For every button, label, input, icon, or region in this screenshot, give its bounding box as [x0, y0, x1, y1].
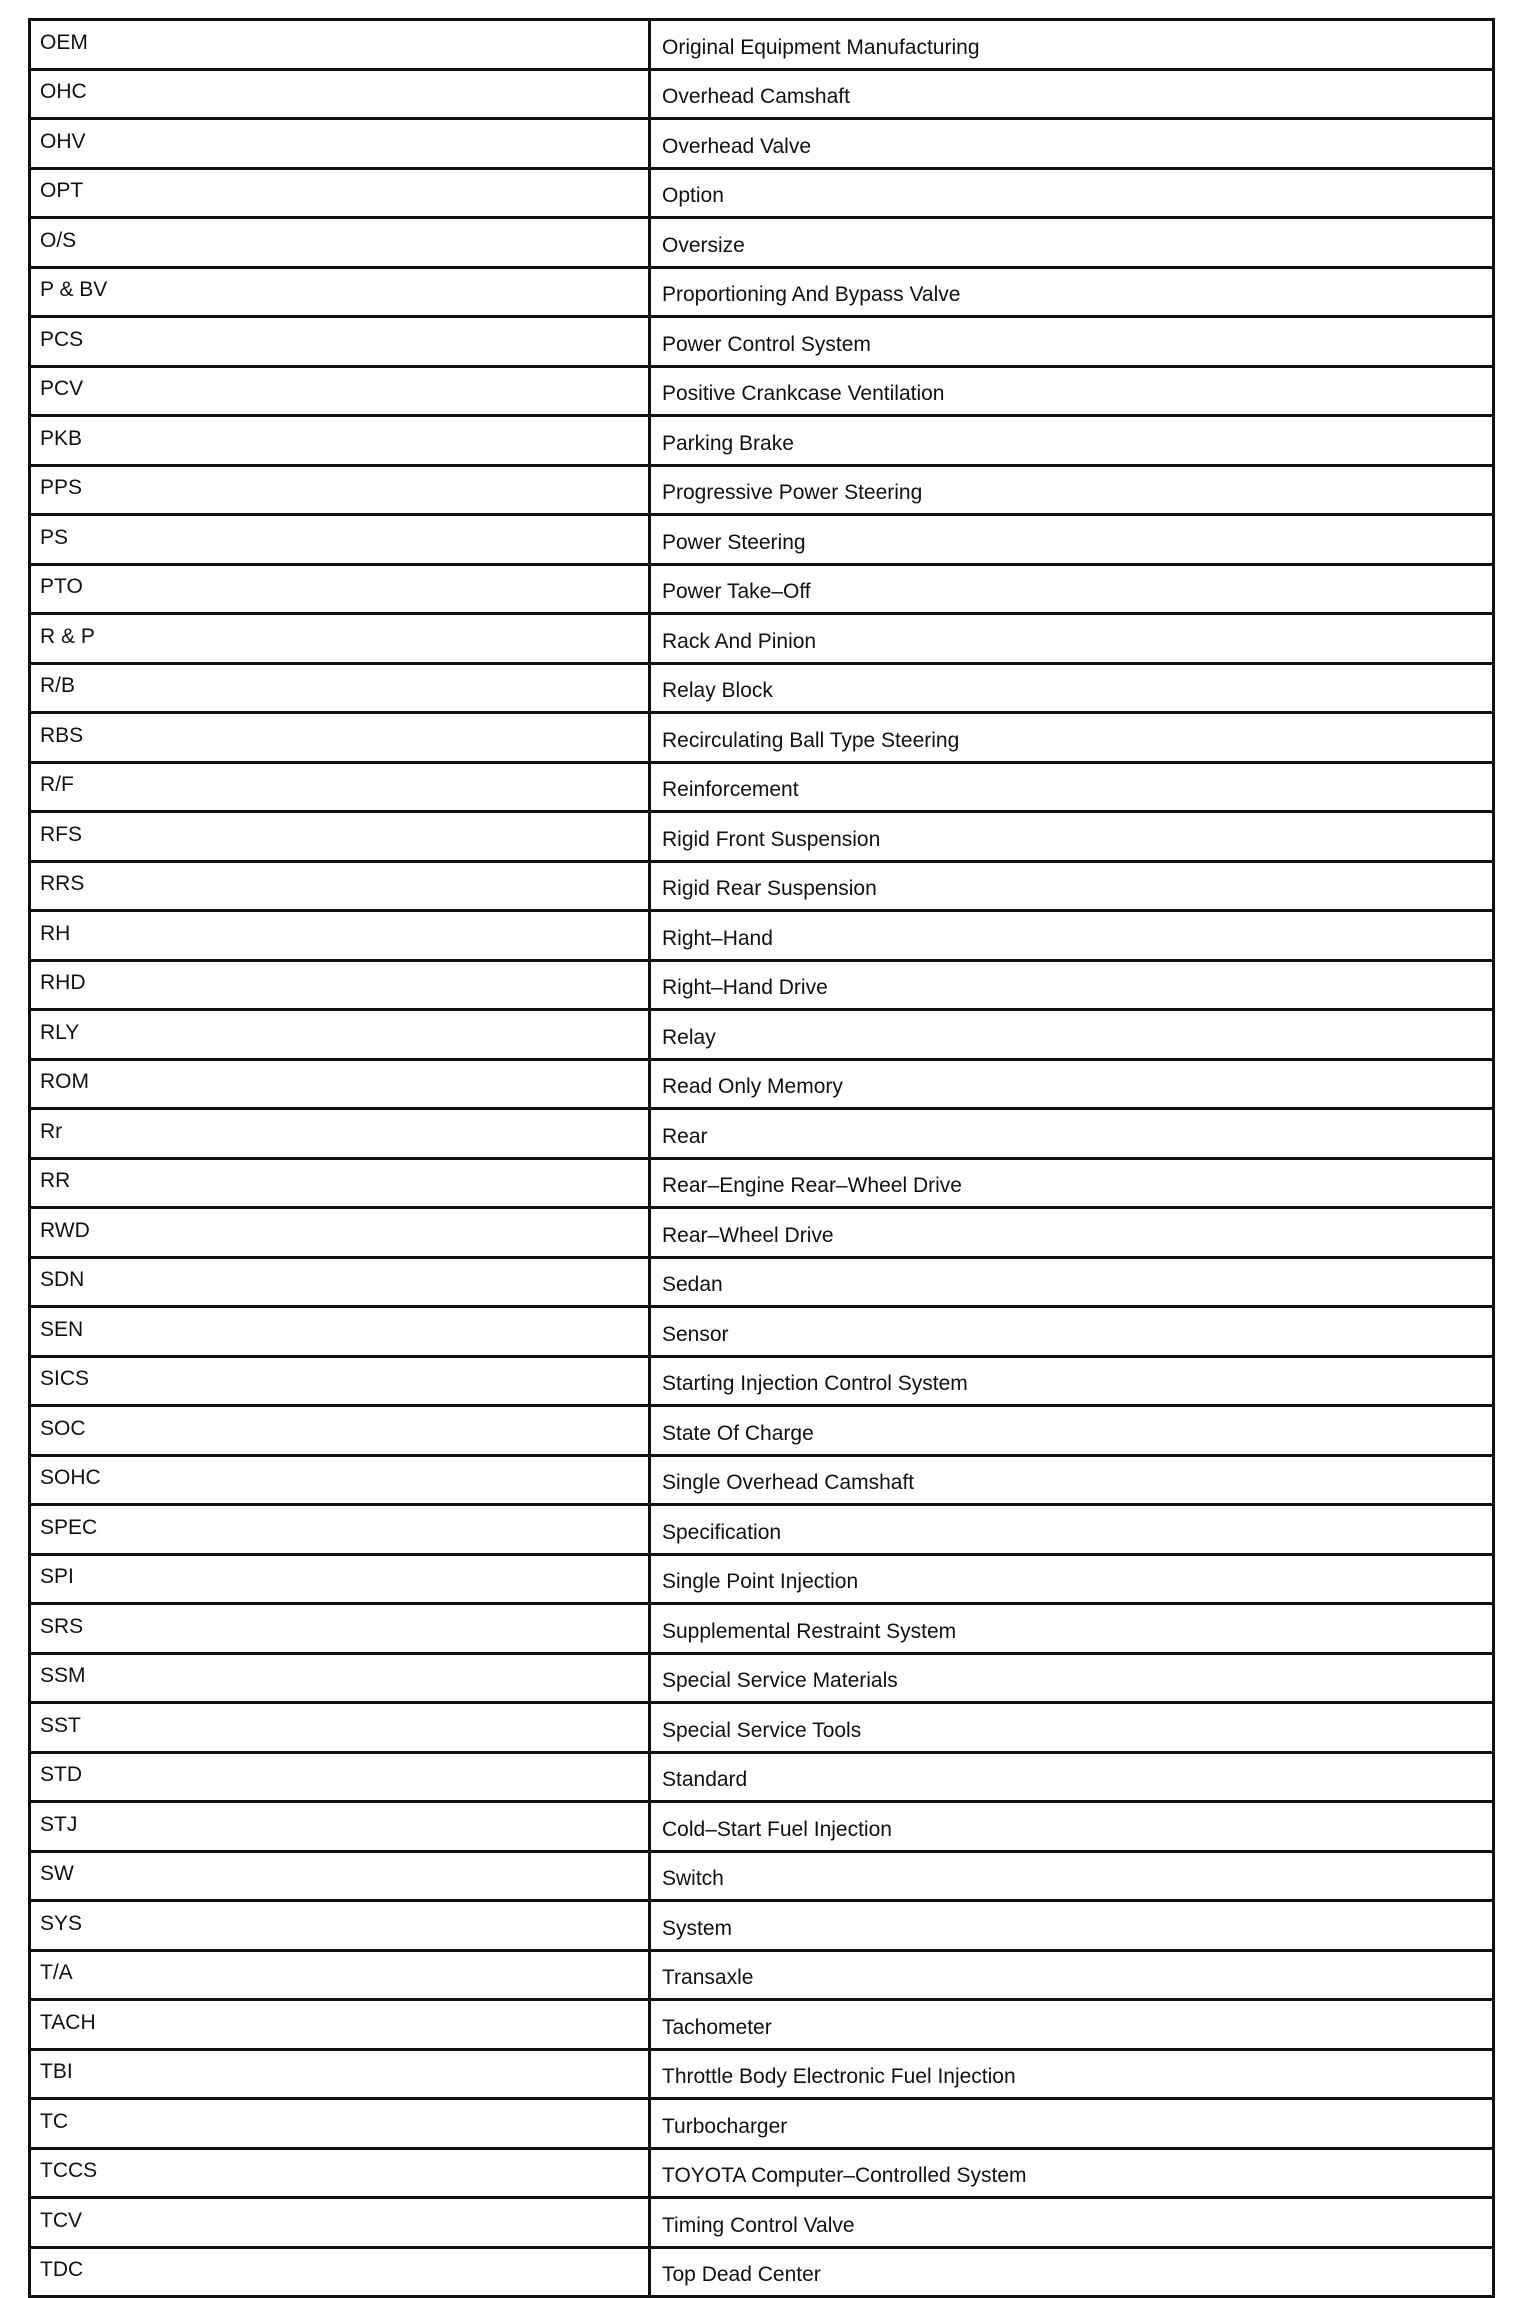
- abbreviation-cell: TBI: [30, 2049, 650, 2099]
- definition-cell: Specification: [650, 1505, 1494, 1555]
- abbreviation-cell: TACH: [30, 2000, 650, 2050]
- definition-cell: Power Take–Off: [650, 564, 1494, 614]
- table-row: [30, 1208, 1494, 1258]
- table-row: [30, 564, 1494, 614]
- table-row: [30, 416, 1494, 466]
- abbreviation-cell: PTO: [30, 564, 650, 614]
- abbreviation-table: [28, 18, 1495, 2298]
- abbreviation-cell: RWD: [30, 1208, 650, 1258]
- table-row: [30, 1059, 1494, 1109]
- definition-cell: Special Service Tools: [650, 1703, 1494, 1753]
- definition-cell: Sensor: [650, 1307, 1494, 1357]
- abbreviation-table-body: [30, 20, 1494, 2297]
- table-row: [30, 1109, 1494, 1159]
- abbreviation-cell: SSM: [30, 1653, 650, 1703]
- definition-cell: Transaxle: [650, 1950, 1494, 2000]
- table-row: [30, 1901, 1494, 1951]
- abbreviation-cell: Rr: [30, 1109, 650, 1159]
- definition-cell: Supplemental Restraint System: [650, 1604, 1494, 1654]
- abbreviation-cell: SW: [30, 1851, 650, 1901]
- table-row: [30, 713, 1494, 763]
- definition-cell: Rigid Rear Suspension: [650, 861, 1494, 911]
- abbreviation-cell: T/A: [30, 1950, 650, 2000]
- definition-cell: Throttle Body Electronic Fuel Injection: [650, 2049, 1494, 2099]
- abbreviation-cell: RRS: [30, 861, 650, 911]
- abbreviation-cell: SYS: [30, 1901, 650, 1951]
- definition-cell: Rear: [650, 1109, 1494, 1159]
- table-row: [30, 218, 1494, 268]
- definition-cell: Positive Crankcase Ventilation: [650, 366, 1494, 416]
- table-row: [30, 317, 1494, 367]
- table-row: [30, 1703, 1494, 1753]
- table-row: [30, 2198, 1494, 2248]
- table-row: [30, 366, 1494, 416]
- definition-cell: Rack And Pinion: [650, 614, 1494, 664]
- table-row: [30, 119, 1494, 169]
- abbreviation-cell: SST: [30, 1703, 650, 1753]
- definition-cell: Overhead Valve: [650, 119, 1494, 169]
- abbreviation-cell: SPEC: [30, 1505, 650, 1555]
- abbreviation-cell: STJ: [30, 1802, 650, 1852]
- definition-cell: Relay: [650, 1010, 1494, 1060]
- definition-cell: Parking Brake: [650, 416, 1494, 466]
- table-row: [30, 1604, 1494, 1654]
- definition-cell: Starting Injection Control System: [650, 1356, 1494, 1406]
- abbreviation-cell: STD: [30, 1752, 650, 1802]
- definition-cell: Rear–Wheel Drive: [650, 1208, 1494, 1258]
- table-row: [30, 762, 1494, 812]
- definition-cell: Recirculating Ball Type Steering: [650, 713, 1494, 763]
- definition-cell: Sedan: [650, 1257, 1494, 1307]
- abbreviation-cell: PS: [30, 515, 650, 565]
- table-row: [30, 1950, 1494, 2000]
- definition-cell: Top Dead Center: [650, 2247, 1494, 2297]
- definition-cell: Switch: [650, 1851, 1494, 1901]
- table-row: [30, 1653, 1494, 1703]
- abbreviation-cell: P & BV: [30, 267, 650, 317]
- table-row: [30, 960, 1494, 1010]
- abbreviation-cell: OEM: [30, 20, 650, 70]
- abbreviation-cell: RLY: [30, 1010, 650, 1060]
- table-row: [30, 1406, 1494, 1456]
- abbreviation-cell: SRS: [30, 1604, 650, 1654]
- definition-cell: Read Only Memory: [650, 1059, 1494, 1109]
- abbreviation-cell: SICS: [30, 1356, 650, 1406]
- abbreviation-cell: RR: [30, 1158, 650, 1208]
- abbreviation-cell: RHD: [30, 960, 650, 1010]
- definition-cell: Turbocharger: [650, 2099, 1494, 2149]
- abbreviation-cell: SPI: [30, 1554, 650, 1604]
- table-row: [30, 614, 1494, 664]
- definition-cell: Reinforcement: [650, 762, 1494, 812]
- definition-cell: Power Control System: [650, 317, 1494, 367]
- definition-cell: Progressive Power Steering: [650, 465, 1494, 515]
- definition-cell: Special Service Materials: [650, 1653, 1494, 1703]
- abbreviation-cell: RFS: [30, 812, 650, 862]
- table-row: [30, 69, 1494, 119]
- abbreviation-cell: R & P: [30, 614, 650, 664]
- definition-cell: State Of Charge: [650, 1406, 1494, 1456]
- abbreviation-cell: RBS: [30, 713, 650, 763]
- table-row: [30, 2000, 1494, 2050]
- table-row: [30, 663, 1494, 713]
- abbreviation-cell: OHC: [30, 69, 650, 119]
- definition-cell: Single Point Injection: [650, 1554, 1494, 1604]
- definition-cell: Rear–Engine Rear–Wheel Drive: [650, 1158, 1494, 1208]
- table-row: [30, 1802, 1494, 1852]
- table-row: [30, 812, 1494, 862]
- definition-cell: TOYOTA Computer–Controlled System: [650, 2148, 1494, 2198]
- abbreviation-cell: PKB: [30, 416, 650, 466]
- table-row: [30, 1010, 1494, 1060]
- definition-cell: Overhead Camshaft: [650, 69, 1494, 119]
- abbreviation-cell: SEN: [30, 1307, 650, 1357]
- abbreviation-cell: TDC: [30, 2247, 650, 2297]
- abbreviation-cell: O/S: [30, 218, 650, 268]
- table-row: [30, 168, 1494, 218]
- definition-cell: Power Steering: [650, 515, 1494, 565]
- definition-cell: Oversize: [650, 218, 1494, 268]
- definition-cell: Cold–Start Fuel Injection: [650, 1802, 1494, 1852]
- abbreviation-cell: OPT: [30, 168, 650, 218]
- table-row: [30, 1158, 1494, 1208]
- definition-cell: Relay Block: [650, 663, 1494, 713]
- definition-cell: Single Overhead Camshaft: [650, 1455, 1494, 1505]
- definition-cell: Timing Control Valve: [650, 2198, 1494, 2248]
- definition-cell: Right–Hand: [650, 911, 1494, 961]
- definition-cell: Option: [650, 168, 1494, 218]
- abbreviation-cell: OHV: [30, 119, 650, 169]
- abbreviation-cell: RH: [30, 911, 650, 961]
- table-row: [30, 1257, 1494, 1307]
- table-row: [30, 1554, 1494, 1604]
- abbreviation-cell: PPS: [30, 465, 650, 515]
- definition-cell: Original Equipment Manufacturing: [650, 20, 1494, 70]
- table-row: [30, 20, 1494, 70]
- table-row: [30, 1307, 1494, 1357]
- abbreviation-cell: TCCS: [30, 2148, 650, 2198]
- abbreviation-cell: R/F: [30, 762, 650, 812]
- definition-cell: Standard: [650, 1752, 1494, 1802]
- abbreviation-cell: TC: [30, 2099, 650, 2149]
- table-row: [30, 1851, 1494, 1901]
- table-row: [30, 1505, 1494, 1555]
- abbreviation-cell: TCV: [30, 2198, 650, 2248]
- table-row: [30, 515, 1494, 565]
- table-row: [30, 267, 1494, 317]
- abbreviation-cell: R/B: [30, 663, 650, 713]
- definition-cell: Rigid Front Suspension: [650, 812, 1494, 862]
- abbreviation-cell: ROM: [30, 1059, 650, 1109]
- abbreviation-cell: PCS: [30, 317, 650, 367]
- abbreviation-cell: SOC: [30, 1406, 650, 1456]
- definition-cell: System: [650, 1901, 1494, 1951]
- definition-cell: Tachometer: [650, 2000, 1494, 2050]
- table-row: [30, 465, 1494, 515]
- abbreviation-cell: SOHC: [30, 1455, 650, 1505]
- abbreviation-cell: PCV: [30, 366, 650, 416]
- definition-cell: Proportioning And Bypass Valve: [650, 267, 1494, 317]
- table-row: [30, 1455, 1494, 1505]
- table-row: [30, 861, 1494, 911]
- abbreviation-cell: SDN: [30, 1257, 650, 1307]
- definition-cell: Right–Hand Drive: [650, 960, 1494, 1010]
- table-row: [30, 2099, 1494, 2149]
- table-row: [30, 2247, 1494, 2297]
- table-row: [30, 2148, 1494, 2198]
- table-row: [30, 1356, 1494, 1406]
- table-row: [30, 2049, 1494, 2099]
- table-row: [30, 1752, 1494, 1802]
- table-row: [30, 911, 1494, 961]
